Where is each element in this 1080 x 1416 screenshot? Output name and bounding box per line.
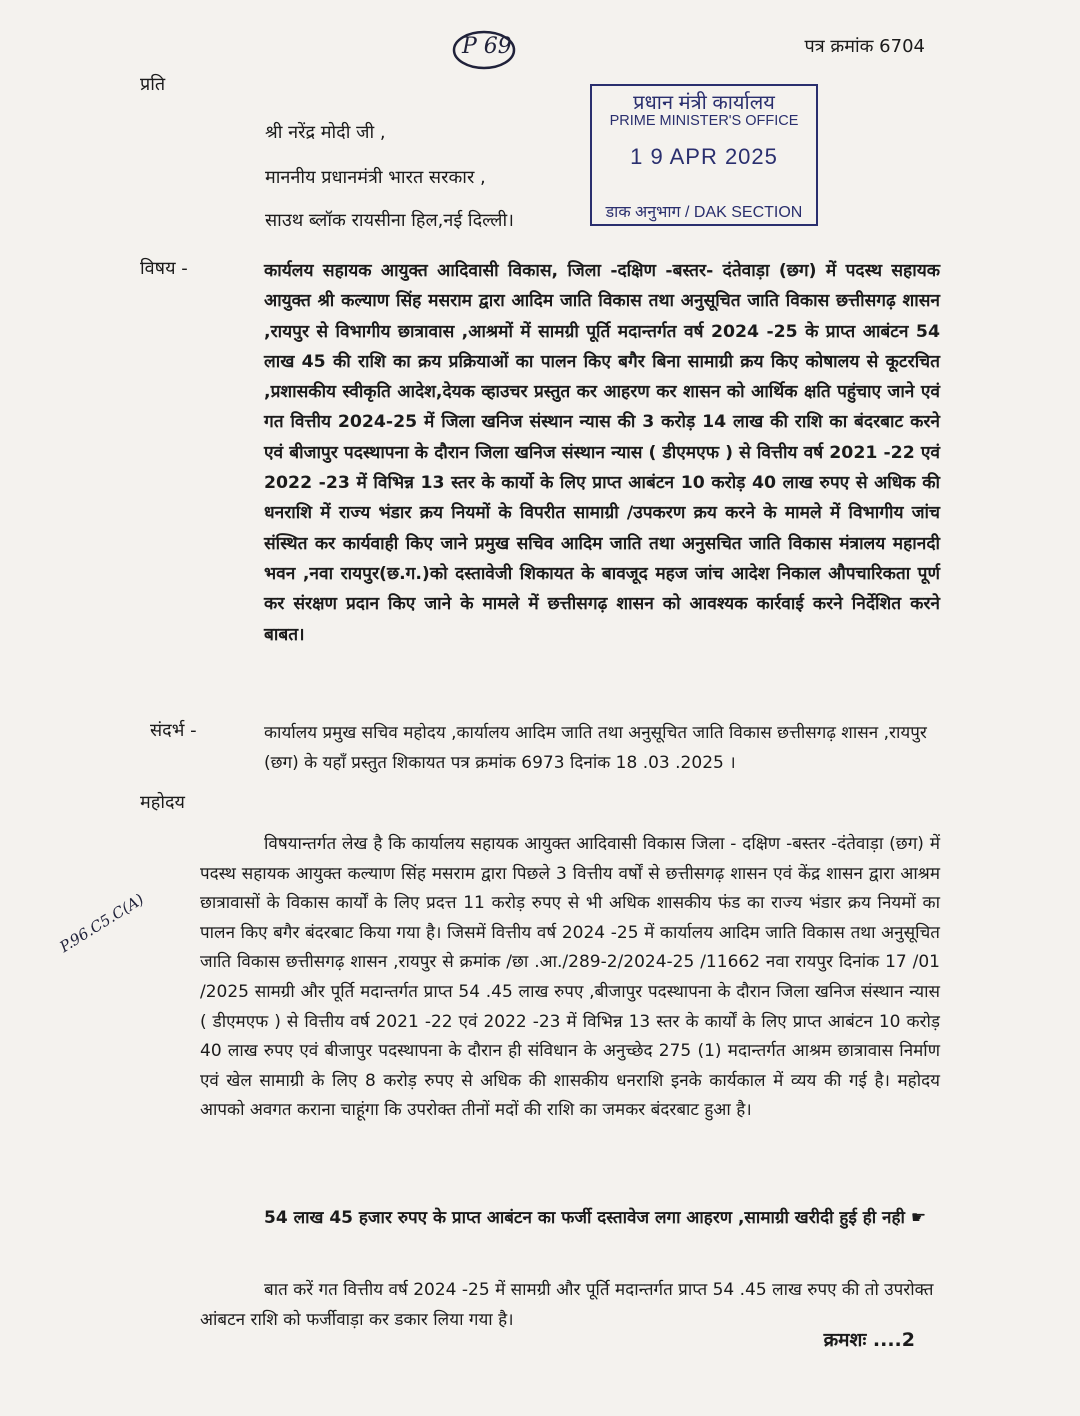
reference-text: कार्यालय प्रमुख सचिव महोदय ,कार्यालय आदिम जाति तथा अनुसूचित जाति विकास छत्तीसगढ़ शासन ,रायपुर (छग) के यहाँ प्रस्तुत शिकायत पत्र क्रमांक 6973 दिनांक 18 .03 .2025 । [264, 723, 927, 773]
stamp-section: डाक अनुभाग / DAK SECTION [605, 204, 803, 221]
letter-number: पत्र क्रमांक 6704 [804, 36, 925, 57]
reference-label: संदर्भ - [150, 720, 197, 741]
stamp-office-hindi: प्रधान मंत्री कार्यालय [633, 92, 775, 114]
prati-label: प्रति [140, 74, 166, 95]
subject-text: कार्यलय सहायक आयुक्त आदिवासी विकास, जिला -दक्षिण -बस्तर- दंतेवाड़ा (छग) में पदस्थ सहायक आयुक्त श्री कल्याण सिंह मसराम द्वारा आदिम जाति विकास तथा अनुसूचित जाति विकास छत्तीसगढ़ शासन ,रायपुर से विभागीय छात्रावास ,आश्रमों में सामग्री पूर्ति मदान्तर्गत वर्ष 2024 -25 के प्राप्त आबंटन 54 लाख 45 की राशि का क्रय प्रक्रियाओं का पालन किए बगैर बिना सामाग्री क्रय किए कोषालय से कूटरचित ,प्रशासकीय स्वीकृति आदेश,देयक व्हाउचर प्रस्तुत कर आहरण कर शासन को आर्थिक क्षति पहुंचाए जाने एवं गत वित्तीय 2024-25 में जिला खनिज संस्थान न्यास की 3 करोड़ 14 लाख की राशि का बंदरबाट करने एवं बीजापुर पदस्थापना के दौरान जिला खनिज संस्थान न्यास ( डीएमएफ ) से वित्तीय वर्ष 2021 -22 एवं 2022 -23 में विभिन्न 13 स्तर के कार्यो के लिए प्राप्त आबंटन 10 करोड़ 40 लाख रुपए से अधिक की धनराशि में राज्य भंडार क्रय नियमों के विपरीत सामाग्री /उपकरण क्रय करने के मामले में विभागीय जांच संस्थित कर कार्यवाही किए जाने प्रमुख सचिव आदिम जाति तथा अनुसचित जाति विकास मंत्रालय महानदी भवन ,नवा रायपुर(छ.ग.)को दस्तावेजी शिकायत के बावजूद महज जांच आदेश निकाल औपचारिकता पूर्ण कर संरक्षण प्रदान किए जाने के मामले में छत्तीसगढ़ शासन को आवश्यक कार्रवाई करने निर्देशित करने बाबत। [264, 261, 940, 645]
stamp-office-english: PRIME MINISTER'S OFFICE [609, 113, 799, 129]
pmo-receipt-stamp [590, 84, 818, 226]
address-line-1: श्री नरेंद्र मोदी जी , [265, 122, 386, 143]
continuation-mark: क्रमशः ....2 [823, 1329, 915, 1351]
address-line-2: माननीय प्रधानमंत्री भारत सरकार , [265, 167, 486, 188]
stamp-date: 1 9 APR 2025 [630, 144, 778, 169]
margin-handwritten-note: P.96.C5.C(A) [56, 890, 147, 956]
address-line-3: साउथ ब्लॉक रायसीना हिल,नई दिल्ली। [265, 210, 514, 231]
salutation: महोदय [140, 792, 185, 813]
body-paragraph-2: बात करें गत वित्तीय वर्ष 2024 -25 में सामग्री और पूर्ति मदान्तर्गत प्राप्त 54 .45 लाख रुपए की तो उपरोक्त आंबटन राशि को फर्जीवाड़ा कर डकार लिया गया है। [200, 1280, 934, 1330]
page-mark-text: P 69 [462, 34, 512, 59]
section-heading: 54 लाख 45 हजार रुपए के प्राप्त आबंटन का फर्जी दस्तावेज लगा आहरण ,सामाग्री खरीदी हुई ही नही ☛ [264, 1208, 927, 1228]
body-paragraph-1: विषयान्तर्गत लेख है कि कार्यालय सहायक आयुक्त आदिवासी विकास जिला - दक्षिण -बस्तर -दंतेवाड़ा (छग) में पदस्थ सहायक आयुक्त कल्याण सिंह मसराम द्वारा पिछले 3 वित्तीय वर्षों से छत्तीसगढ़ शासन एवं केंद्र शासन द्वारा आश्रम छात्रावासों के विकास कार्यों के लिए प्रदत्त 11 करोड़ रुपए से भी अधिक शासकीय फंड का राज्य भंडार क्रय नियमों का पालन किए बगैर बंदरबाट किया गया है। जिसमें वित्तीय वर्ष 2024 -25 में कार्यालय आदिम जाति विकास तथा अनुसूचित जाति विकास छत्तीसगढ़ शासन ,रायपुर से क्रमांक /छा .आ./289-2/2024-25 /11662 नवा रायपुर दिनांक 17 /01 /2025 सामग्री और पूर्ति मदान्तर्गत प्राप्त 54 .45 लाख रुपए ,बीजापुर पदस्थापना के दौरान जिला खनिज संस्थान न्यास ( डीएमएफ ) से वित्तीय वर्ष 2021 -22 एवं 2022 -23 में विभिन्न 13 स्तर के कार्यों के लिए प्राप्त आबंटन 10 करोड़ 40 लाख रुपए एवं बीजापुर पदस्थापना के दौरान ही संविधान के अनुच्छेद 275 (1) मदान्तर्गत आश्रम छात्रावास निर्माण एवं खेल सामाग्री के लिए 8 करोड़ रुपए से अधिक की शासकीय धनराशि इनके कार्यकाल में व्यय की गई है। महोदय आपको अवगत कराना चाहूंगा कि उपरोक्त तीनों मदों की राशि का जमकर बंदरबाट हुआ है। [200, 834, 940, 1121]
page-mark [448, 26, 548, 76]
subject-label: विषय - [140, 258, 188, 279]
